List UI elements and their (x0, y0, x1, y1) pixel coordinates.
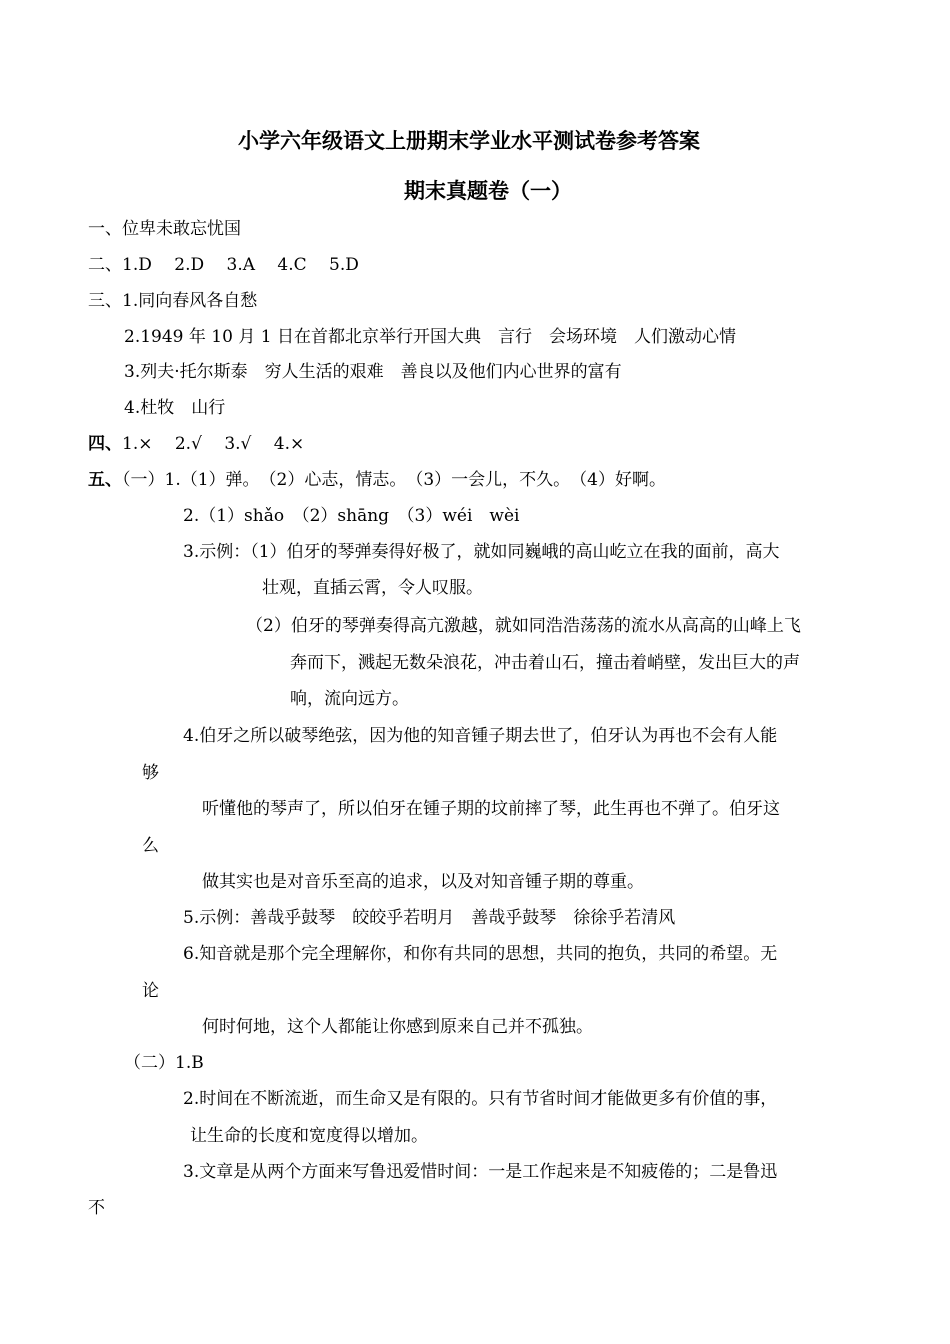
section-5-label: 五、 (88, 470, 122, 490)
section-3-q3: 3.列夫·托尔斯泰 穷人生活的艰难 善良以及他们内心世界的富有 (124, 362, 622, 382)
section-5-part1-q4-1: 4.伯牙之所以破琴绝弦，因为他的知音锺子期去世了，伯牙认为再也不会有人能 (183, 726, 778, 746)
section-5-part2-q1: （二）1.B (124, 1053, 204, 1073)
section-5-part1-q5: 5.示例：善哉乎鼓琴 皎皎乎若明月 善哉乎鼓琴 徐徐乎若清风 (183, 908, 676, 928)
section-4-answers: 1.× 2.√ 3.√ 4.× (122, 434, 305, 454)
section-4 (88, 433, 304, 455)
section-1: 一、位卑未敢忘忧国 (88, 219, 241, 239)
section-5-part1-q6-2: 论 (142, 981, 159, 1001)
section-5-part1-q3-b3: 响，流向远方。 (290, 689, 409, 709)
section-3-q2: 2.1949 年 10 月 1 日在首都北京举行开国大典 言行 会场环境 人们激动心情 (124, 327, 736, 347)
section-5-part1-q3-a2: 壮观，直插云霄，令人叹服。 (262, 578, 483, 598)
section-5-part1-q4-4: 么 (142, 836, 159, 856)
section-5-part2-q3-2: 不 (88, 1198, 105, 1218)
section-3-q4: 4.杜牧 山行 (124, 398, 226, 418)
page-title: 小学六年级语文上册期末学业水平测试卷参考答案 (238, 128, 700, 153)
section-5-part1-q4-3: 听懂他的琴声了，所以伯牙在锺子期的坟前摔了琴，此生再也不弹了。伯牙这 (202, 799, 780, 819)
section-3-q1: 三、1.同向春风各自愁 (88, 291, 258, 311)
section-2: 二、1.D 2.D 3.A 4.C 5.D (88, 255, 359, 275)
section-5-part1-q4-5: 做其实也是对音乐至高的追求，以及对知音锺子期的尊重。 (202, 872, 644, 892)
section-5-part2-q2-2: 让生命的长度和宽度得以增加。 (190, 1126, 428, 1146)
section-5-part2-q2-1: 2.时间在不断流逝，而生命又是有限的。只有节省时间才能做更多有价值的事， (183, 1089, 778, 1109)
section-5-part1-q1: （一）1.（1）弹。 （2）心志，情志。 （3）一会儿，不久。 （4）好啊。 (122, 470, 666, 490)
page-subtitle: 期末真题卷（一） (404, 178, 572, 203)
section-5-part1-q1-row (88, 469, 666, 491)
section-5-part1-q4-2: 够 (142, 763, 159, 783)
section-5-part1-q3-a1: 3.示例：（1）伯牙的琴弹奏得好极了，就如同巍峨的高山屹立在我的面前，高大 (183, 542, 780, 562)
section-5-part1-q6-3: 何时何地，这个人都能让你感到原来自己并不孤独。 (202, 1017, 593, 1037)
section-5-part1-q3-b1: （2）伯牙的琴弹奏得高亢激越，就如同浩浩荡荡的流水从高高的山峰上飞 (246, 616, 801, 636)
section-5-part1-q2: 2.（1）shǎo （2）shāng （3）wéi wèi (183, 506, 520, 526)
section-5-part1-q3-b2: 奔而下，溅起无数朵浪花，冲击着山石，撞击着峭壁，发出巨大的声 (290, 653, 800, 673)
section-5-part2-q3-1: 3.文章是从两个方面来写鲁迅爱惜时间：一是工作起来是不知疲倦的；二是鲁迅 (183, 1162, 778, 1182)
section-5-part1-q6-1: 6.知音就是那个完全理解你，和你有共同的思想，共同的抱负，共同的希望。无 (183, 944, 778, 964)
section-4-label: 四、 (88, 434, 122, 454)
